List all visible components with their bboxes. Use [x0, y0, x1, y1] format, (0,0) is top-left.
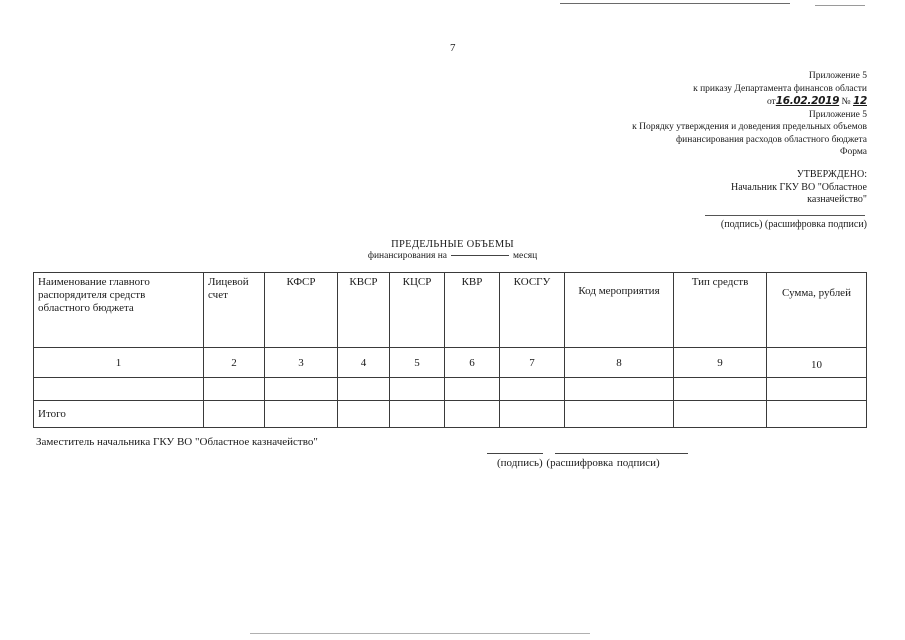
limits-table — [33, 272, 867, 428]
document-title: ПРЕДЕЛЬНЫЕ ОБЪЕМЫ — [391, 239, 514, 250]
empty-cell — [390, 401, 445, 428]
header-cell-kosgu: КОСГУ — [500, 273, 565, 348]
order-number-label: № — [841, 97, 851, 107]
appendix-block — [632, 70, 867, 159]
appendix-line-2: к приказу Департамента финансов области — [693, 83, 867, 94]
subtitle-suffix: месяц — [513, 251, 538, 261]
header-cell-kfsr: КФСР — [265, 273, 338, 348]
empty-cell — [767, 378, 867, 401]
empty-cell — [204, 401, 265, 428]
table-header-row — [34, 273, 867, 348]
empty-cell — [204, 378, 265, 401]
empty-cell — [674, 378, 767, 401]
column-number: 4 — [338, 348, 390, 378]
header-cell-kvsr: КВСР — [338, 273, 390, 348]
approval-block — [731, 169, 867, 207]
approval-signature-line — [705, 215, 865, 216]
month-blank — [451, 255, 509, 256]
column-number: 9 — [674, 348, 767, 378]
approval-position-line-2: казначейство" — [807, 194, 867, 205]
deputy-signature-name-line — [555, 453, 688, 454]
column-number: 5 — [390, 348, 445, 378]
scan-artifact-bottom — [250, 633, 590, 634]
approval-signature-caption: (подпись) (расшифровка подписи) — [720, 219, 867, 230]
empty-cell — [565, 378, 674, 401]
order-date: 16.02.2019 — [775, 95, 840, 107]
scan-artifact-top — [560, 3, 790, 4]
column-number: 7 — [500, 348, 565, 378]
header-cell-kvr: КВР — [445, 273, 500, 348]
header-cell-funds-type: Тип средств — [674, 273, 767, 348]
column-number: 6 — [445, 348, 500, 378]
page-number: 7 — [450, 42, 456, 54]
column-number-row — [34, 348, 867, 378]
empty-cell — [500, 378, 565, 401]
scan-artifact-top-right — [815, 5, 865, 6]
empty-cell — [390, 378, 445, 401]
empty-cell — [445, 401, 500, 428]
empty-cell — [265, 401, 338, 428]
header-cell-event-code: Код мероприятия — [565, 273, 674, 348]
order-date-prefix: от — [766, 97, 776, 107]
approval-heading: УТВЕРЖДЕНО: — [796, 169, 867, 180]
total-row — [34, 401, 867, 428]
empty-cell — [674, 401, 767, 428]
column-number: 1 — [34, 348, 204, 378]
table-row — [34, 378, 867, 401]
order-number: 12 — [852, 95, 867, 107]
empty-cell — [265, 378, 338, 401]
approval-position-line-1: Начальник ГКУ ВО "Областное — [731, 181, 867, 193]
appendix-line-5: к Порядку утверждения и доведения предельных объемов — [632, 122, 867, 132]
header-cell-distributor: Наименование главного распорядителя средств областного бюджета — [34, 273, 204, 348]
appendix-line-1: Приложение 5 — [808, 71, 867, 81]
empty-cell — [500, 401, 565, 428]
empty-cell — [34, 378, 204, 401]
empty-cell — [338, 401, 390, 428]
deputy-signature-caption: (подпись) (расшифровка подписи) — [497, 457, 660, 469]
empty-cell — [767, 401, 867, 428]
empty-cell — [445, 378, 500, 401]
column-number: 8 — [565, 348, 674, 378]
total-label: Итого — [34, 401, 204, 428]
empty-cell — [338, 378, 390, 401]
header-cell-kcsr: КЦСР — [390, 273, 445, 348]
document-subtitle — [0, 251, 905, 261]
empty-cell — [565, 401, 674, 428]
appendix-line-3 — [632, 95, 867, 109]
column-number: 10 — [767, 348, 867, 378]
subtitle-prefix: финансирования на — [367, 251, 448, 261]
column-number: 3 — [265, 348, 338, 378]
header-cell-account: Лицевой счет — [204, 273, 265, 348]
deputy-signatory: Заместитель начальника ГКУ ВО "Областное казначейство" — [36, 436, 318, 448]
header-cell-sum: Сумма, рублей — [767, 273, 867, 348]
deputy-signature-line — [487, 453, 543, 454]
column-number: 2 — [204, 348, 265, 378]
appendix-form-label: Форма — [839, 147, 867, 157]
appendix-line-4: Приложение 5 — [808, 109, 867, 120]
appendix-line-6: финансирования расходов областного бюджета — [676, 134, 867, 145]
